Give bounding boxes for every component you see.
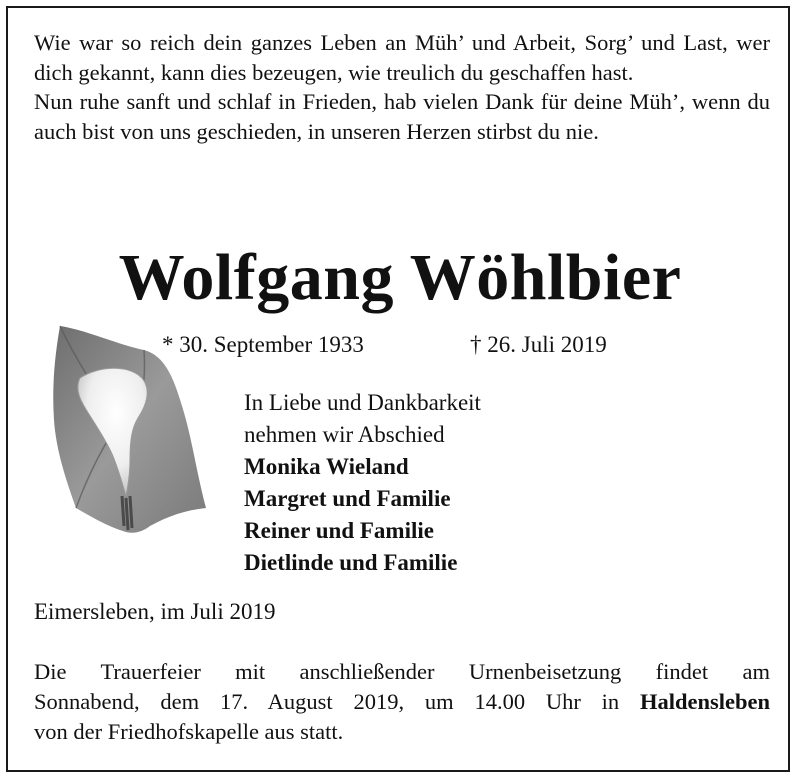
mourners-intro-2: nehmen wir Abschied [244, 422, 445, 447]
deceased-name: Wolfgang Wöhlbier [118, 241, 682, 314]
mourner-name: Margret und Familie [244, 486, 451, 511]
service-line-2-text: Sonnabend, dem 17. August 2019, um 14.00 Uhr in [34, 689, 640, 714]
service-location: Haldensleben [639, 689, 770, 714]
service-line-2 [34, 687, 770, 717]
service-line-1: Die Trauerfeier mit anschließender Urnenbeisetzung findet am [34, 659, 770, 684]
calla-lily-icon [46, 320, 212, 540]
poem-stanza-2: Nun ruhe sanft und schlaf in Frieden, hab vielen Dank für deine Müh’, wenn du auch bist von uns geschieden, in unseren Herzen stirbst du nie. [34, 89, 770, 144]
service-line-3: von der Friedhofskapelle aus statt. [34, 719, 344, 744]
death-date: † 26. Juli 2019 [470, 332, 607, 357]
poem [34, 28, 770, 146]
mourner-name: Reiner und Familie [244, 518, 434, 543]
birth-date: * 30. September 1933 [162, 332, 364, 357]
mourner-name: Monika Wieland [244, 454, 409, 479]
mourners-intro-1: In Liebe und Dankbarkeit [244, 390, 481, 415]
service-info [34, 657, 770, 747]
place-and-date: Eimersleben, im Juli 2019 [34, 599, 276, 624]
mourner-name: Dietlinde und Familie [244, 550, 458, 575]
poem-stanza-1: Wie war so reich dein ganzes Leben an Müh’ und Arbeit, Sorg’ und Last, wer dich gekannt, kann dies bezeugen, wie treulich du geschaffen hast. [34, 30, 770, 85]
mourners-block [244, 387, 481, 579]
